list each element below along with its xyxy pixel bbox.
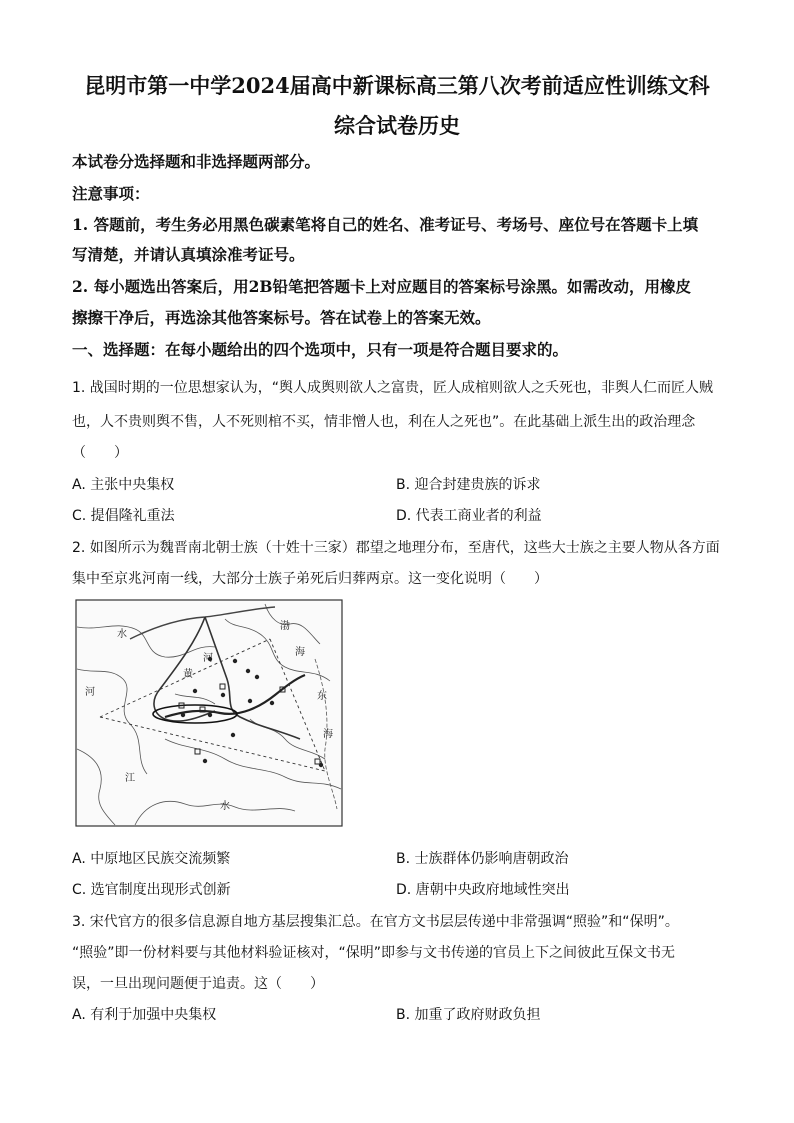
note2-line2: 擦擦干净后，再选涂其他答案标号。答在试卷上的答案无效。 xyxy=(72,308,491,327)
q1-option-b: B. 迎合封建贵族的诉求 xyxy=(396,477,541,493)
map-label-he-west: 河 xyxy=(85,687,95,698)
q3-stem-line1: 3. 宋代官方的很多信息源自地方基层搜集汇总。在官方文书层层传递中非常强调“照验”和“保明”。 xyxy=(72,914,679,930)
q2-option-b: B. 士族群体仍影响唐朝政治 xyxy=(396,851,569,867)
q3-option-b: B. 加重了政府财政负担 xyxy=(396,1007,541,1023)
q1-stem-line3: （ ） xyxy=(72,445,128,461)
map-label-huang: 黄 xyxy=(183,669,193,680)
q2-option-d: D. 唐朝中央政府地域性突出 xyxy=(396,882,570,898)
q1-stem-line1: 1. 战国时期的一位思想家认为，“舆人成舆则欲人之富贵，匠人成棺则欲人之夭死也，非舆人仁而匠人贼 xyxy=(72,380,714,396)
map-label-hai-bo: 海 xyxy=(295,647,305,658)
q2-option-a: A. 中原地区民族交流频繁 xyxy=(72,851,231,867)
map-label-hai-dong: 海 xyxy=(323,729,333,740)
map-label-shui-north: 水 xyxy=(117,629,127,640)
q3-option-a: A. 有利于加强中央集权 xyxy=(72,1007,217,1023)
q2-stem-line2: 集中至京兆河南一线，大部分士族子弟死后归葬两京。这一变化说明（ ） xyxy=(72,571,548,587)
page-title-line1: 昆明市第一中学2024届高中新课标高三第八次考前适应性训练文科 xyxy=(84,73,710,98)
intro-text: 本试卷分选择题和非选择题两部分。 xyxy=(72,152,321,171)
q1-stem-line2: 也，人不贵则舆不售，人不死则棺不买，情非憎人也，利在人之死也”。在此基础上派生出的政治理念 xyxy=(72,414,696,430)
page-title-line2: 综合试卷历史 xyxy=(334,113,460,138)
q2-stem-line1: 2. 如图所示为魏晋南北朝士族（十姓十三家）郡望之地理分布，至唐代，这些大士族之主要人物从各方面 xyxy=(72,540,720,556)
q3-stem-line2: “照验”即一份材料要与其他材料验证核对，“保明”即参与文书传递的官员上下之间彼此互保文书无 xyxy=(72,945,676,961)
q2-option-c: C. 选官制度出现形式创新 xyxy=(72,882,231,898)
map-label-bo: 渤 xyxy=(280,621,290,632)
map-label-jiang: 江 xyxy=(125,773,135,784)
q3-stem-line3: 误，一旦出现问题便于追责。这（ ） xyxy=(72,976,324,992)
clan-distribution-map xyxy=(75,599,343,827)
section-heading: 一、选择题：在每小题给出的四个选项中，只有一项是符合题目要求的。 xyxy=(72,340,569,359)
map-label-shui-south: 水 xyxy=(220,801,230,812)
note2-line1: 2. 每小题选出答案后，用2B铅笔把答题卡上对应题目的答案标号涂黑。如需改动，用橡皮 xyxy=(72,277,691,296)
q1-option-d: D. 代表工商业者的利益 xyxy=(396,508,542,524)
note1-line1: 1. 答题前，考生务必用黑色碳素笔将自己的姓名、准考证号、考场号、座位号在答题卡上填 xyxy=(72,215,699,234)
q1-option-c: C. 提倡隆礼重法 xyxy=(72,508,175,524)
map-label-dong: 东 xyxy=(317,691,327,702)
map-label-he-central: 河 xyxy=(203,653,213,664)
note1-line2: 写清楚，并请认真填涂准考证号。 xyxy=(72,245,305,264)
notes-title: 注意事项： xyxy=(72,184,150,203)
q1-option-a: A. 主张中央集权 xyxy=(72,477,175,493)
